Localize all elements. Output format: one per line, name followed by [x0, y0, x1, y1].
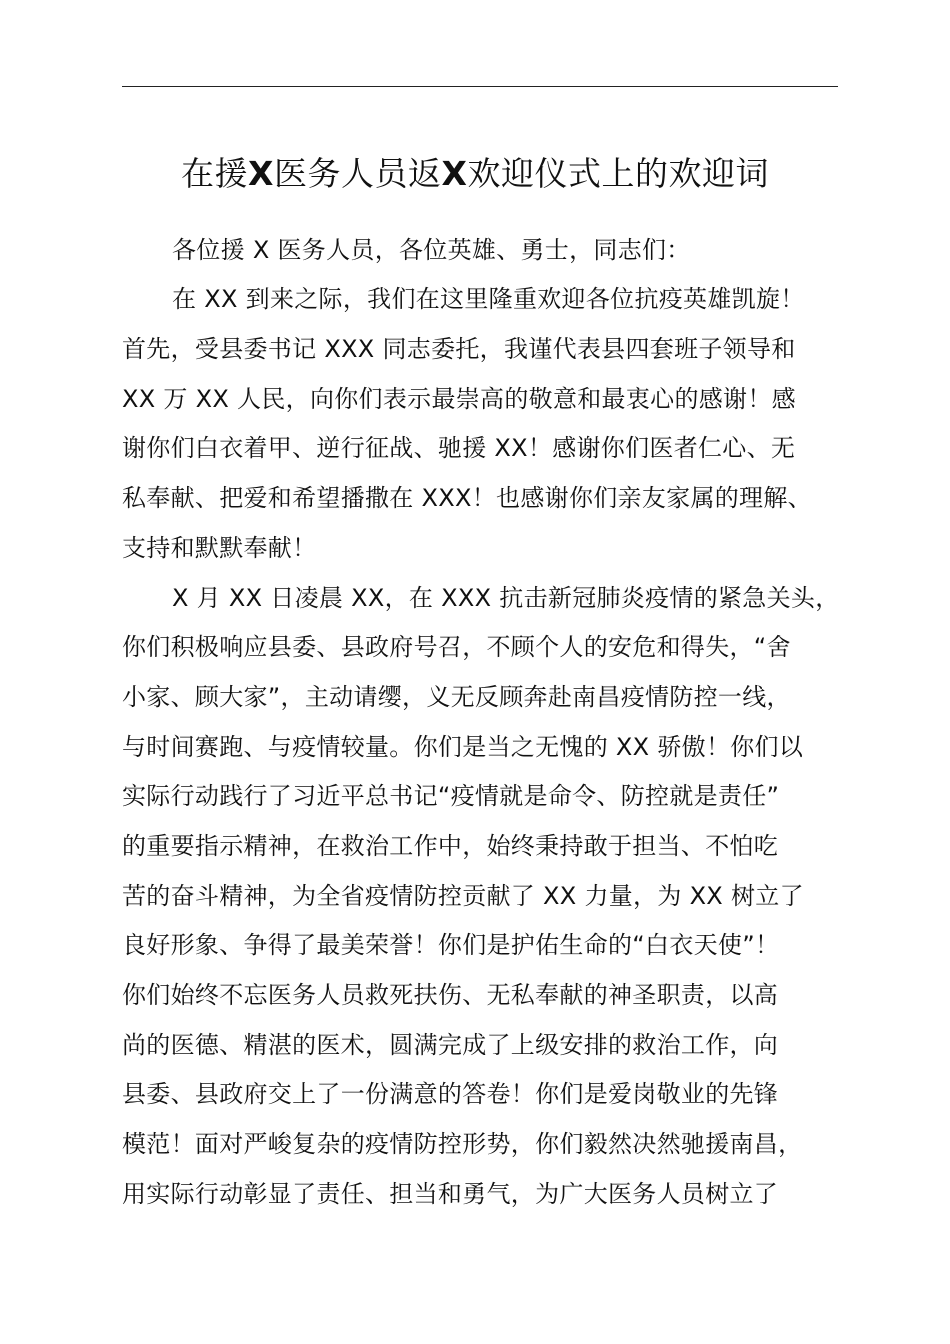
paragraph-1-line: 支持和默默奉献！ — [122, 534, 317, 562]
paragraph-2-line: 小家、顾大家”，主动请缨，义无反顾奔赴南昌疫情防控一线， — [122, 683, 791, 711]
paragraph-1-line: 谢你们白衣着甲、逆行征战、驰援 XX！感谢你们医者仁心、无 — [122, 434, 796, 462]
paragraph-1-line: XX 万 XX 人民，向你们表示最崇高的敬意和最衷心的感谢！感 — [122, 385, 796, 413]
paragraph-2-line: 尚的医德、精湛的医术，圆满完成了上级安排的救治工作，向 — [122, 1031, 779, 1059]
paragraph-2-line: 的重要指示精神，在救治工作中，始终秉持敢于担当、不怕吃 — [122, 832, 779, 860]
paragraph-2-line: 实际行动践行了习近平总书记“疫情就是命令、防控就是责任” — [122, 782, 780, 810]
salutation: 各位援 X 医务人员，各位英雄、勇士，同志们： — [172, 236, 691, 264]
paragraph-2-line: 用实际行动彰显了责任、担当和勇气，为广大医务人员树立了 — [122, 1180, 779, 1208]
paragraph-2-line: 良好形象、争得了最美荣誉！你们是护佑生命的“白衣天使”！ — [122, 931, 780, 959]
paragraph-2-line: 模范！面对严峻复杂的疫情防控形势，你们毅然决然驰援南昌， — [122, 1130, 803, 1158]
paragraph-2-line: 你们积极响应县委、县政府号召，不顾个人的安危和得失，“舍 — [122, 633, 791, 661]
paragraph-2-line: 你们始终不忘医务人员救死扶伤、无私奉献的神圣职责，以高 — [122, 981, 779, 1009]
paragraph-2-line: 苦的奋斗精神，为全省疫情防控贡献了 XX 力量，为 XX 树立了 — [122, 882, 804, 910]
document-title: 在援X医务人员返X欢迎仪式上的欢迎词 — [181, 154, 769, 193]
paragraph-2-line: 县委、县政府交上了一份满意的答卷！你们是爱岗敬业的先锋 — [122, 1080, 779, 1108]
header-rule — [122, 86, 838, 87]
paragraph-1-line: 私奉献、把爱和希望播撒在 XXX！也感谢你们亲友家属的理解、 — [122, 484, 812, 512]
paragraph-1-line: 首先，受县委书记 XXX 同志委托，我谨代表县四套班子领导和 — [122, 335, 796, 363]
paragraph-2-line: X 月 XX 日凌晨 XX，在 XXX 抗击新冠肺炎疫情的紧急关头， — [172, 584, 840, 612]
paragraph-1-line: 在 XX 到来之际，我们在这里隆重欢迎各位抗疫英雄凯旋！ — [172, 285, 805, 313]
paragraph-2-line: 与时间赛跑、与疫情较量。你们是当之无愧的 XX 骄傲！你们以 — [122, 733, 804, 761]
